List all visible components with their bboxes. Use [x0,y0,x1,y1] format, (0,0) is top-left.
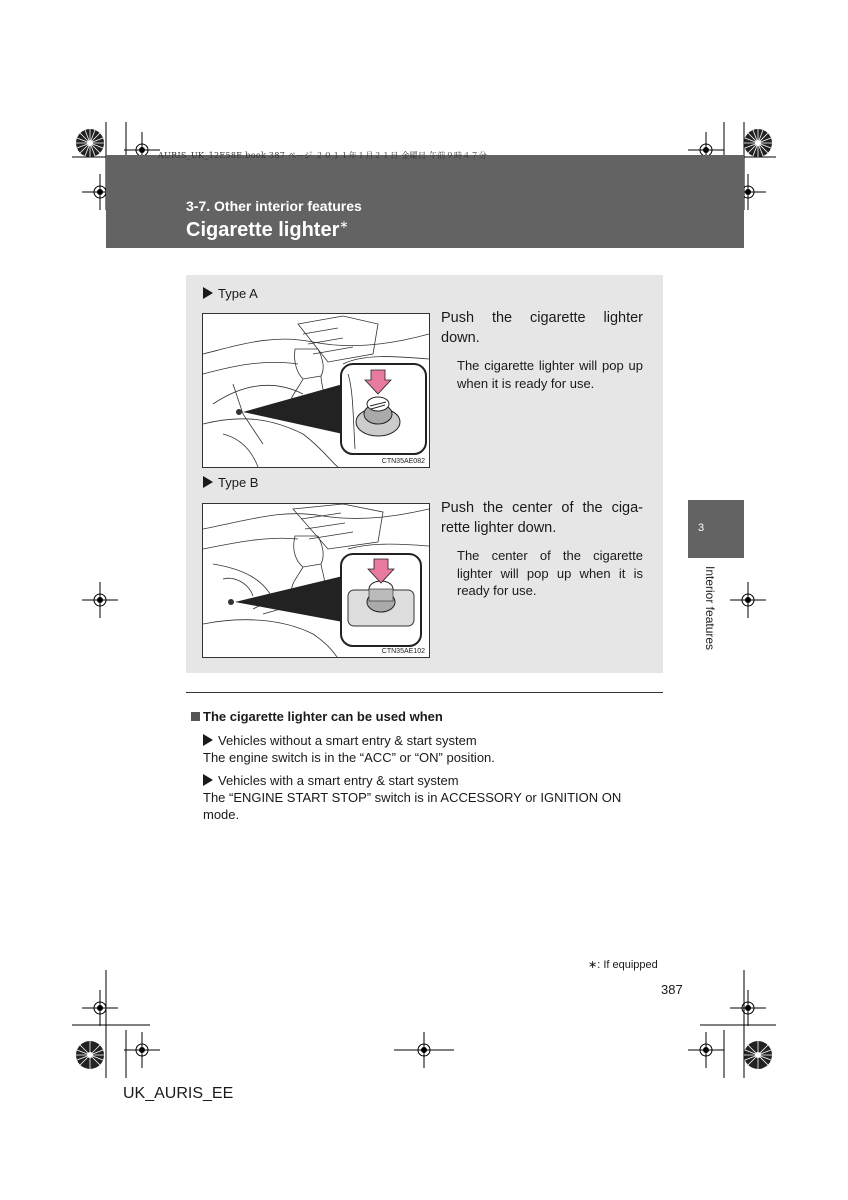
note-heading [191,709,443,724]
note-item-1-label-text: Vehicles without a smart entry & start system [218,733,477,748]
sunburst-mark-bottom-right [744,1041,772,1069]
chapter-label: Interior features [703,566,717,651]
note-item-1-label [203,732,477,749]
type-b-illustration [202,503,430,658]
page-title [186,218,349,242]
sunburst-mark-bottom-left [76,1041,104,1069]
triangle-bullet-icon [203,287,213,299]
type-b-label-text: Type B [218,475,259,490]
console-illustration-a [203,314,429,467]
type-b-instruction: Push the center of the ciga-rette lighter down. [441,500,643,536]
section-label: 3-7. Other interior features [186,198,362,214]
crosshair-mark [82,990,118,1026]
crosshair-mark [82,582,118,618]
chapter-tab [688,500,744,558]
figure-code-b: CTN35AE102 [381,648,425,655]
crosshair-mark [124,1032,160,1068]
document-code: UK_AURIS_EE [123,1085,234,1102]
sunburst-mark-top-left [76,129,104,157]
type-a-instruction: Push the cigarette lighter down. [441,310,643,346]
crosshair-mark [730,582,766,618]
section-divider [186,692,663,693]
chapter-number: 3 [698,522,705,534]
triangle-bullet-icon [203,774,213,786]
type-a-label-text: Type A [218,286,258,301]
book-info-line: AURIS_UK_12E58E.book 387 ページ ２０１１年１月２１日 金曜日 午前９時４７分 [158,151,488,160]
sunburst-mark-top-right [744,129,772,157]
page-title-text: Cigarette lighter [186,219,340,241]
note-item-1-text: The engine switch is in the “ACC” or “ON” position. [203,750,495,765]
console-illustration-b [203,504,429,657]
triangle-bullet-icon [203,476,213,488]
footnote: ∗: If equipped [588,959,658,971]
type-b-sub-note: The center of the cigarette lighter will pop up when it is ready for use. [457,548,643,598]
figure-code-a: CTN35AE082 [381,458,425,465]
crosshair-mark [394,1032,454,1068]
crosshair-mark [730,990,766,1026]
note-item-2-label [203,772,459,789]
type-a-label [203,286,258,301]
equipped-marker: ∗ [339,219,349,231]
note-heading-text: The cigarette lighter can be used when [203,709,443,724]
triangle-bullet-icon [203,734,213,746]
note-item-2-label-text: Vehicles with a smart entry & start system [218,773,459,788]
square-bullet-icon [191,712,200,721]
type-a-sub-note: The cigarette lighter will pop up when it is ready for use. [457,358,643,391]
note-item-2-text-line2: mode. [203,807,240,822]
page-number: 387 [661,982,683,997]
crosshair-mark [688,1032,724,1068]
type-a-illustration [202,313,430,468]
type-b-label [203,475,258,490]
note-item-2-text-line1: The “ENGINE START STOP” switch is in ACCESSORY or IGNITION ON [203,790,622,805]
